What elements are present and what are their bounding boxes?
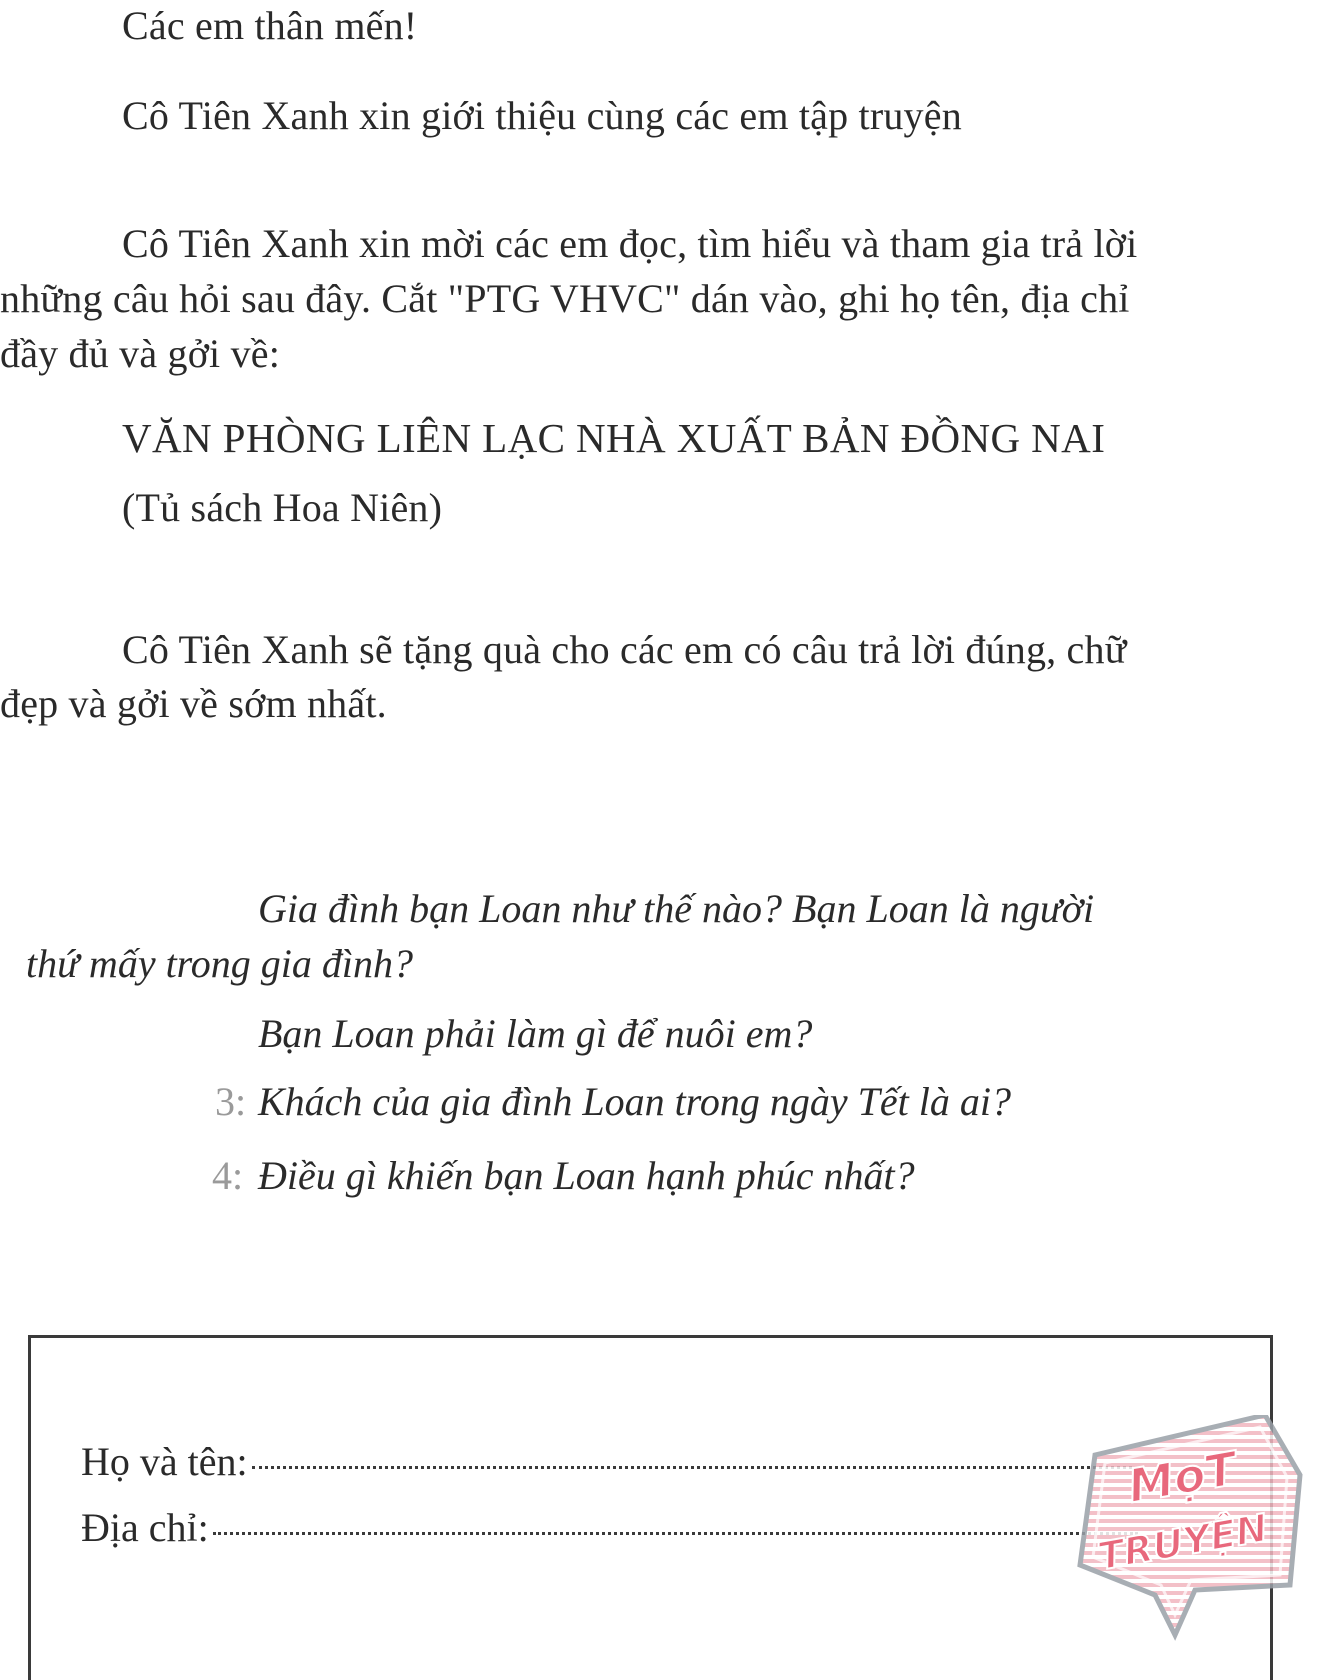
gift-line-2: đẹp và gởi về sớm nhất.: [0, 681, 387, 726]
greeting: Các em thân mến!: [122, 3, 418, 48]
intro-line: Cô Tiên Xanh xin giới thiệu cùng các em tập truyện: [122, 93, 962, 138]
name-label: Họ và tên:: [81, 1439, 248, 1484]
book-shelf-name: (Tủ sách Hoa Niên): [122, 485, 443, 530]
address-dotted-line[interactable]: [213, 1532, 1138, 1535]
question-4-label: 4:: [212, 1153, 244, 1198]
question-3-text: Khách của gia đình Loan trong ngày Tết là ai?: [258, 1079, 1011, 1124]
question-1-line-2: thứ mấy trong gia đình?: [26, 941, 413, 986]
watermark-line-1: MọT: [1123, 1441, 1241, 1514]
address-field[interactable]: [81, 1504, 1138, 1552]
name-dotted-line[interactable]: [252, 1466, 1132, 1469]
watermark-logo-icon: [1075, 1415, 1305, 1645]
question-4-text: Điều gì khiến bạn Loan hạnh phúc nhất?: [258, 1153, 915, 1198]
invite-line-3: đầy đủ và gởi về:: [0, 331, 281, 376]
question-3-label: 3:: [215, 1079, 247, 1124]
gift-line-1: Cô Tiên Xanh sẽ tặng quà cho các em có câu trả lời đúng, chữ: [122, 627, 1127, 672]
question-2-text: Bạn Loan phải làm gì để nuôi em?: [258, 1011, 813, 1056]
address-label: Địa chỉ:: [81, 1505, 209, 1550]
question-1-line-1: Gia đình bạn Loan như thế nào? Bạn Loan là người: [258, 886, 1095, 931]
office-address: VĂN PHÒNG LIÊN LẠC NHÀ XUẤT BẢN ĐỒNG NAI: [122, 415, 1106, 461]
invite-line-2: những câu hỏi sau đây. Cắt "PTG VHVC" dán vào, ghi họ tên, địa chỉ: [0, 276, 1130, 321]
name-field[interactable]: [81, 1438, 1132, 1486]
watermark-line-2: TRUYỆN: [1094, 1505, 1271, 1579]
invite-line-1: Cô Tiên Xanh xin mời các em đọc, tìm hiểu và tham gia trả lời: [122, 221, 1138, 266]
